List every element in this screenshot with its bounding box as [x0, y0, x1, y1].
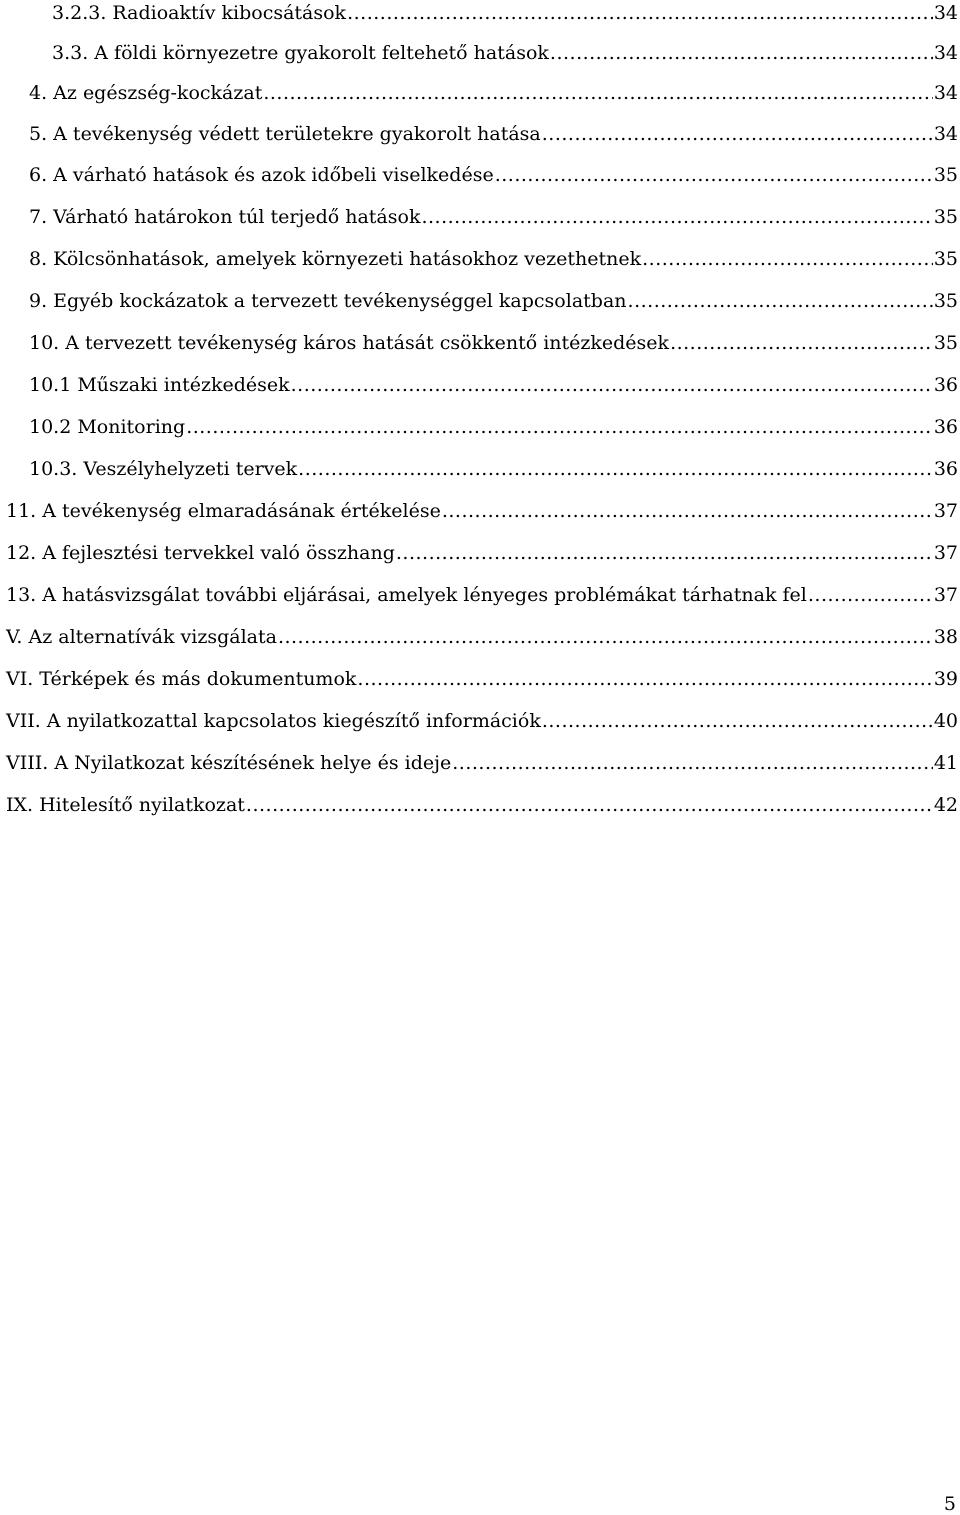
toc-leader-dots [291, 372, 933, 398]
toc-entry-page: 38 [933, 626, 958, 648]
page-number: 5 [943, 1493, 956, 1515]
toc-entry-page: 35 [933, 332, 958, 354]
toc-entry[interactable] [29, 204, 958, 230]
toc-leader-dots [495, 162, 933, 188]
toc-entry[interactable] [29, 162, 958, 188]
toc-entry-title: 10.1 Műszaki intézkedések [29, 374, 290, 396]
toc-leader-dots [628, 288, 933, 314]
toc-entry-page: 36 [933, 458, 958, 480]
toc-entry-page: 35 [933, 248, 958, 270]
toc-leader-dots [442, 498, 933, 524]
toc-entry-title: 11. A tevékenység elmaradásának értékelése [6, 500, 441, 522]
toc-entry-page: 36 [933, 416, 958, 438]
toc-entry-title: 3.2.3. Radioaktív kibocsátások [52, 2, 347, 24]
toc-entry-page: 41 [933, 752, 958, 774]
toc-entry[interactable] [6, 540, 958, 566]
toc-leader-dots [808, 582, 933, 608]
toc-entry[interactable] [29, 80, 958, 106]
toc-entry-page: 35 [933, 290, 958, 312]
toc-entry-page: 34 [933, 123, 958, 145]
toc-entry[interactable] [6, 498, 958, 524]
toc-entry-title: 10. A tervezett tevékenység káros hatását csökkentő intézkedések [29, 332, 670, 354]
toc-entry[interactable] [29, 288, 958, 314]
toc-entry-title: 3.3. A földi környezetre gyakorolt feltehető hatások [52, 42, 549, 64]
toc-leader-dots [542, 708, 933, 734]
toc-entry-title: IX. Hitelesítő nyilatkozat [6, 794, 245, 816]
toc-entry-title: VII. A nyilatkozattal kapcsolatos kiegészítő információk [6, 710, 541, 732]
toc-entry-page: 35 [933, 206, 958, 228]
toc-entry-title: 13. A hatásvizsgálat további eljárásai, amelyek lényeges problémákat tárhatnak fel [6, 584, 807, 606]
toc-leader-dots [642, 246, 933, 272]
toc-leader-dots [298, 456, 933, 482]
toc-leader-dots [246, 792, 933, 818]
toc-leader-dots [278, 624, 933, 650]
toc-leader-dots [550, 40, 933, 66]
toc-entry-page: 35 [933, 164, 958, 186]
toc-entry[interactable] [6, 792, 958, 818]
toc-entry-page: 37 [933, 542, 958, 564]
toc-entry-page: 37 [933, 584, 958, 606]
toc-entry[interactable] [6, 750, 958, 776]
toc-entry-title: 10.3. Veszélyhelyzeti tervek [29, 458, 298, 480]
toc-entry-title: 7. Várható határokon túl terjedő hatások [29, 206, 421, 228]
toc-entry[interactable] [6, 624, 958, 650]
toc-entry-title: 5. A tevékenység védett területekre gyakorolt hatása [29, 123, 541, 145]
toc-leader-dots [357, 666, 932, 692]
toc-entry-page: 36 [933, 374, 958, 396]
toc-leader-dots [347, 0, 933, 26]
toc-entry-page: 34 [933, 2, 958, 24]
toc-entry-page: 42 [933, 794, 958, 816]
toc-entry-title: 8. Kölcsönhatások, amelyek környezeti hatásokhoz vezethetnek [29, 248, 642, 270]
toc-entry-title: 10.2 Monitoring [29, 416, 186, 438]
toc-entry[interactable] [6, 582, 958, 608]
toc-entry[interactable] [29, 246, 958, 272]
toc-entry-title: 4. Az egészség-kockázat [29, 82, 263, 104]
toc-leader-dots [396, 540, 933, 566]
toc-entry-title: V. Az alternatívák vizsgálata [6, 626, 277, 648]
toc-entry-title: 6. A várható hatások és azok időbeli viselkedése [29, 164, 494, 186]
toc-entry-page: 39 [933, 668, 958, 690]
toc-entry-page: 40 [933, 710, 958, 732]
toc-entry-title: 12. A fejlesztési tervekkel való összhang [6, 542, 395, 564]
toc-entry[interactable] [6, 666, 958, 692]
toc-entry[interactable] [52, 40, 958, 66]
toc-entry-page: 34 [933, 82, 958, 104]
toc-entry-title: VIII. A Nyilatkozat készítésének helye és ideje [6, 752, 452, 774]
toc-entry-page: 34 [933, 42, 958, 64]
toc-entry[interactable] [29, 456, 958, 482]
toc-entry[interactable] [29, 121, 958, 147]
toc-entry[interactable] [52, 0, 958, 26]
toc-entry-title: 9. Egyéb kockázatok a tervezett tevékenységgel kapcsolatban [29, 290, 627, 312]
toc-leader-dots [542, 121, 933, 147]
toc-leader-dots [186, 414, 933, 440]
toc-entry[interactable] [6, 708, 958, 734]
toc-entry[interactable] [29, 372, 958, 398]
toc-entry[interactable] [29, 414, 958, 440]
toc-entry[interactable] [29, 330, 958, 356]
toc-leader-dots [421, 204, 932, 230]
toc-leader-dots [452, 750, 933, 776]
toc-leader-dots [263, 80, 932, 106]
toc-leader-dots [670, 330, 933, 356]
toc-entry-title: VI. Térképek és más dokumentumok [6, 668, 357, 690]
toc-entry-page: 37 [933, 500, 958, 522]
